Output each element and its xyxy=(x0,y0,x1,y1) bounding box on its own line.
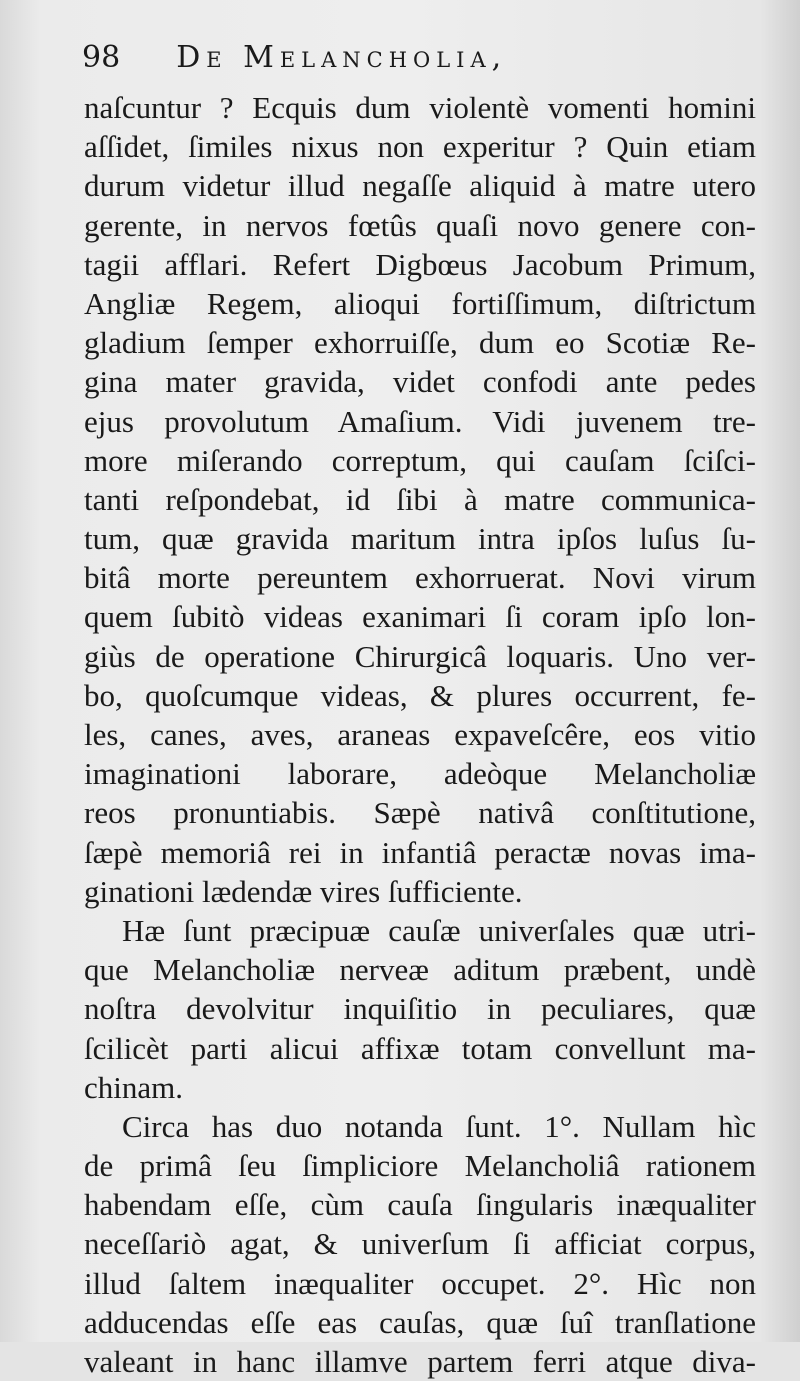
text-line: tum, quæ gravida maritum intra ipſos luſus ſu- xyxy=(84,521,756,557)
text-line: gina mater gravida, videt confodi ante pedes xyxy=(84,364,756,400)
text-line: tagii afflari. Refert Digbœus Jacobum Primum, xyxy=(84,246,756,282)
paragraph-start: Hæ ſunt præcipuæ cauſæ univerſales quæ utri- xyxy=(122,912,756,948)
text-line: habendam eſſe, cùm cauſa ſingularis inæqualiter xyxy=(84,1187,756,1223)
text-line: more miſerando correptum, qui cauſam ſciſci- xyxy=(84,442,756,478)
text-line: aſſidet, ſimiles nixus non experitur ? Quin etiam xyxy=(84,129,756,165)
text-line: que Melancholiæ nerveæ aditum præbent, undè xyxy=(84,952,756,988)
page-header xyxy=(82,40,762,88)
text-line: neceſſariò agat, & univerſum ſi afficiat corpus, xyxy=(84,1226,756,1262)
text-line: chinam. xyxy=(84,1069,183,1105)
text-line: durum videtur illud negaſſe aliquid à matre utero xyxy=(84,168,756,204)
text-line: giùs de operatione Chirurgicâ loquaris. Uno ver- xyxy=(84,638,756,674)
running-title: De Melancholia, xyxy=(176,40,508,75)
text-line: illud ſaltem inæqualiter occupet. 2°. Hìc non xyxy=(84,1265,756,1301)
text-line: ſæpè memoriâ rei in infantiâ peractæ novas ima- xyxy=(84,834,756,870)
text-line: quem ſubitò videas exanimari ſi coram ipſo lon- xyxy=(84,599,756,635)
text-line: imaginationi laborare, adeòque Melancholiæ xyxy=(84,756,756,792)
text-line: noſtra devolvitur inquiſitio in peculiares, quæ xyxy=(84,991,756,1027)
text-line: Angliæ Regem, alioqui fortiſſimum, diſtrictum xyxy=(84,285,756,321)
paragraph-start: Circa has duo notanda ſunt. 1°. Nullam hìc xyxy=(122,1108,756,1144)
text-line: adducendas eſſe eas cauſas, quæ ſuî tranſlatione xyxy=(84,1304,756,1340)
text-line: ginationi lædendæ vires ſufficiente. xyxy=(84,873,523,909)
text-line: gerente, in nervos fœtûs quaſi novo genere con- xyxy=(84,207,756,243)
text-line: ſcilicèt parti alicui affixæ totam convellunt ma- xyxy=(84,1030,756,1066)
text-line: de primâ ſeu ſimpliciore Melancholiâ rationem xyxy=(84,1148,756,1184)
text-line: tanti reſpondebat, id ſibi à matre communica- xyxy=(84,481,756,517)
text-line: les, canes, aves, araneas expaveſcêre, eos vitio xyxy=(84,717,756,752)
page-number: 98 xyxy=(82,40,121,75)
body-text xyxy=(84,88,756,1381)
text-line: bo, quoſcumque videas, & plures occurrent, fe- xyxy=(84,677,756,713)
text-line: reos pronuntiabis. Sæpè nativâ conſtitutione, xyxy=(84,795,756,831)
text-line: naſcuntur ? Ecquis dum violentè vomenti homini xyxy=(84,90,756,125)
text-line: bitâ morte pereuntem exhorruerat. Novi virum xyxy=(84,560,756,596)
text-line: valeant in hanc illamve partem ferri atque diva- xyxy=(84,1344,756,1379)
text-line: gladium ſemper exhorruiſſe, dum eo Scotiæ Re- xyxy=(84,325,756,361)
text-line: ejus provolutum Amaſium. Vidi juvenem tre- xyxy=(84,403,756,439)
